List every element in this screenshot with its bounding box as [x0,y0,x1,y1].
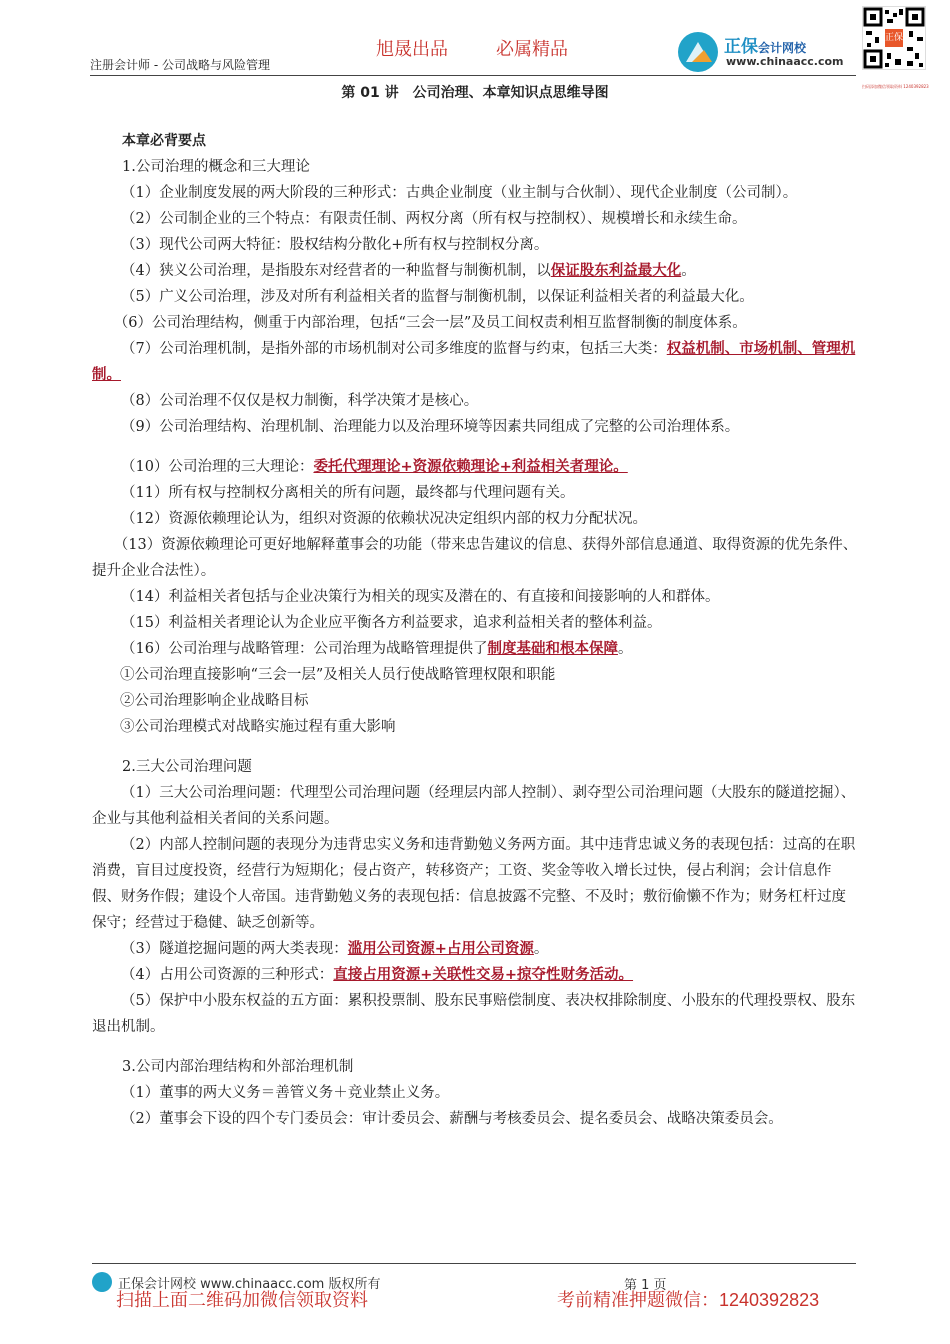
footer-site-text[interactable]: 正保会计网校 www.chinaacc.com 版权所有 [118,1277,381,1292]
footer-promo-right [557,1286,819,1312]
logo-url: www.chinaacc.com [726,55,844,68]
paragraph: （12）资源依赖理论认为，组织对资源的依赖状况决定组织内部的权力分配状况。 [121,511,647,527]
subsection-title-2: 2.三大公司治理问题 [122,759,252,775]
list-item: ②公司治理影响企业战略目标 [120,693,309,709]
highlight-text: 保证股东利益最大化 [550,263,682,279]
paragraph: （3）现代公司两大特征：股权结构分散化+所有权与控制权分离。 [121,237,549,253]
text-run: （4）占用公司资源的三种形式： [121,967,334,983]
paragraph: （9）公司治理结构、治理机制、治理能力以及治理环境等因素共同组成了完整的公司治理体系。 [121,419,740,435]
spacer [92,740,860,754]
footer-logo-icon [92,1272,112,1292]
logo-mark-icon [678,32,718,72]
promo-right-text: 必属精品 [496,39,568,60]
qr-note: 扫码添加微信领取资料 1240392823 [862,84,929,89]
paragraph [92,636,860,662]
paragraph [92,454,860,480]
section-heading: 本章必背要点 [122,133,206,149]
list-item: ①公司治理直接影响“三会一层”及相关人员行使战略管理权限和职能 [120,667,556,683]
text-run: 。 [533,941,549,957]
qr-center-label: 正保 [885,29,903,47]
brand-logo[interactable] [678,30,854,74]
text-run: （7）公司治理机制，是指外部的市场机制对公司多维度的监督与约束，包括三大类： [121,341,667,357]
paragraph: （1）三大公司治理问题：代理型公司治理问题（经理层内部人控制）、剥夺型公司治理问题（大股东的隧道挖掘）、企业与其他利益相关者间的关系问题。 [92,785,856,827]
paragraph: （8）公司治理不仅仅是权力制衡，科学决策才是核心。 [121,393,479,409]
spacer [92,1040,860,1054]
text-run: （3）隧道挖掘问题的两大类表现： [121,941,348,957]
paragraph [92,936,860,962]
text-run: （16）公司治理与战略管理：公司治理为战略管理提供了 [121,641,488,657]
paragraph: （11）所有权与控制权分离相关的所有问题，最终都与代理问题有关。 [121,485,575,501]
wechat-number: 1240392823 [719,1290,820,1310]
paragraph [92,962,860,988]
footer-promo-label: 考前精准押题微信： [557,1290,719,1311]
header-divider [90,75,856,76]
paragraph: （1）董事的两大义务＝善管义务＋竞业禁止义务。 [121,1085,450,1101]
promo-left-text: 旭晟出品 [376,39,448,60]
page-title: 第 01 讲 公司治理、本章知识点思维导图 [341,85,609,101]
paragraph: （5）广义公司治理，涉及对所有利益相关者的监督与制衡机制，以保证利益相关者的利益最大化。 [121,289,754,305]
paragraph [92,258,860,284]
paragraph: （1）企业制度发展的两大阶段的三种形式：古典企业制度（业主制与合伙制）、现代企业制度（公司制）。 [121,185,798,201]
highlight-text: 权益机制、市场机制、管理机制。 [92,341,856,383]
subsection-title-1: 1.公司治理的概念和三大理论 [122,159,310,175]
paragraph: （5）保护中小股东权益的五方面：累积投票制、股东民事赔偿制度、表决权排除制度、小股东的代理投票权、股东退出机制。 [92,993,856,1035]
text-run: 。 [681,263,696,279]
footer-divider [92,1263,856,1264]
logo-name: 正保 [724,37,758,57]
paragraph: （14）利益相关者包括与企业决策行为相关的现实及潜在的、有直接和间接影响的人和群体。 [121,589,720,605]
paragraph: （15）利益相关者理论认为企业应平衡各方利益要求，追求利益相关者的整体利益。 [121,615,662,631]
text-run: 。 [617,641,633,657]
highlight-text: 委托代理理论+资源依赖理论+利益相关者理论。 [313,459,628,475]
highlight-text: 直接占用资源+关联性交易+掠夺性财务活动。 [333,967,634,983]
paragraph: （6）公司治理结构，侧重于内部治理，包括“三会一层”及员工间权责利相互监督制衡的制度体系。 [113,315,747,331]
document-body [92,128,860,1132]
spacer [92,440,860,454]
list-item: ③公司治理模式对战略实施过程有重大影响 [120,719,396,735]
text-run: （10）公司治理的三大理论： [121,459,314,475]
subsection-title-3: 3.公司内部治理结构和外部治理机制 [122,1059,354,1075]
logo-name-sub: 会计网校 [758,41,807,55]
page-number: 第 1 页 [624,1278,667,1293]
footer-promo-left: 扫描上面二维码加微信领取资料 [116,1290,368,1311]
highlight-text: 滥用公司资源+占用公司资源 [347,941,534,957]
qr-code-icon[interactable] [862,6,926,70]
text-run: （4）狭义公司治理，是指股东对经营者的一种监督与制衡机制，以 [121,263,551,279]
paragraph: （2）内部人控制问题的表现分为违背忠实义务和违背勤勉义务两方面。其中违背忠诚义务的表现包括：过高的在职消费，盲目过度投资，经营行为短期化；侵占资产，转移资产；工资、奖金等收入增长过快，侵占利润；会计信息作假、财务作假；建设个人帝国。违背勤勉义务的表现包括：信息披露不完整、不及时；敷衍偷懒不作为；财务杠杆过度保守；经营过于稳健、缺乏创新等。 [92,837,856,931]
highlight-text: 制度基础和根本保障 [487,641,618,657]
course-name: 注册会计师 - 公司战略与风险管理 [90,58,270,72]
paragraph: （2）董事会下设的四个专门委员会：审计委员会、薪酬与考核委员会、提名委员会、战略决策委员会。 [121,1111,783,1127]
paragraph: （2）公司制企业的三个特点：有限责任制、两权分离（所有权与控制权）、规模增长和永续生命。 [121,211,747,227]
paragraph [92,336,860,388]
paragraph: （13）资源依赖理论可更好地解释董事会的功能（带来忠告建议的信息、获得外部信息通道、取得资源的优先条件、提升企业合法性）。 [92,537,858,579]
